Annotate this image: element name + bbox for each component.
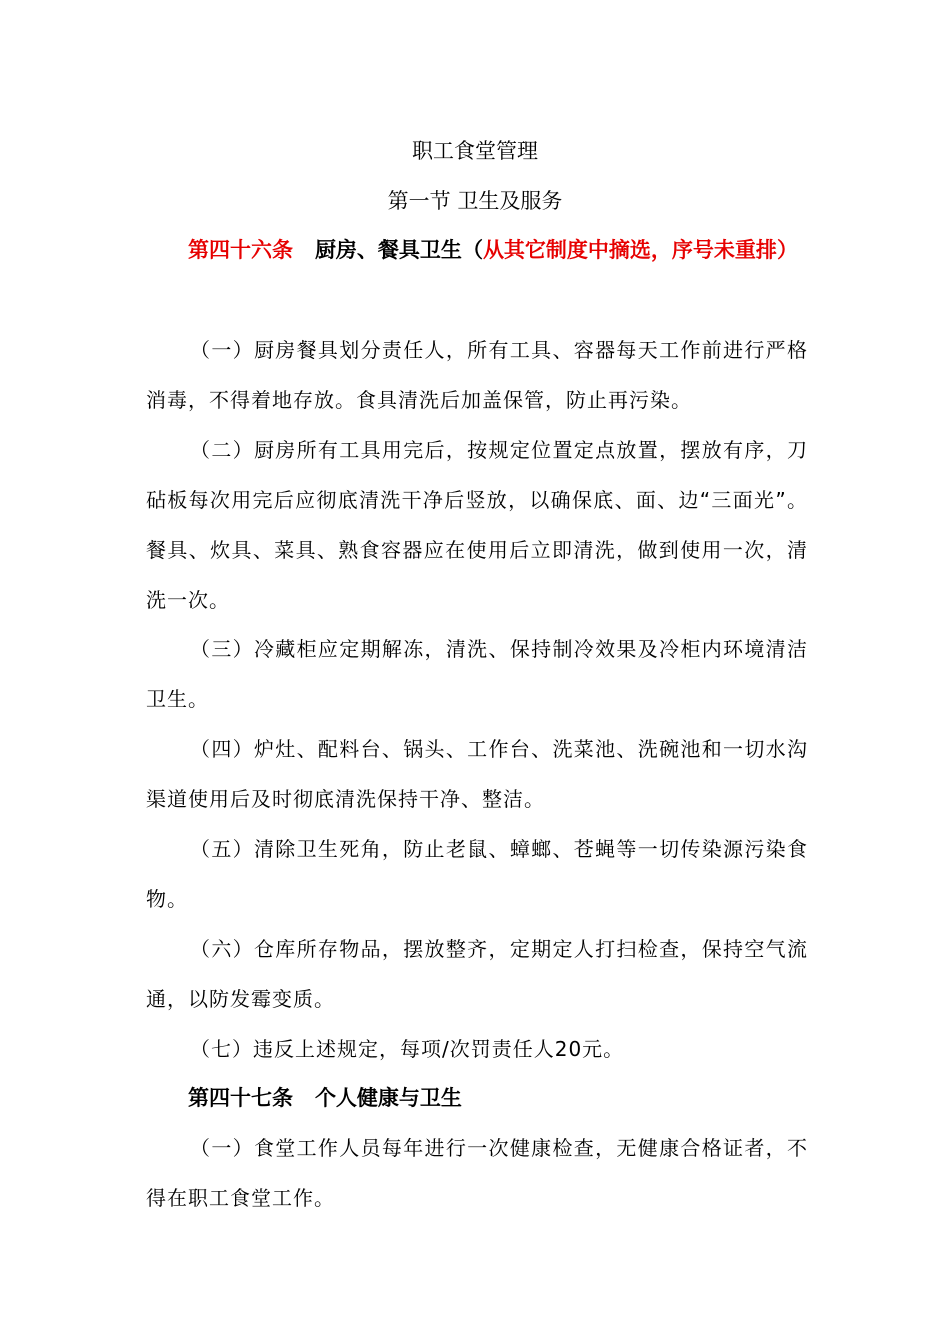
- article-47-number: 第四十七条: [188, 1086, 293, 1110]
- article-47-item-1: （一）食堂工作人员每年进行一次健康检查，无健康合格证者，不得在职工食堂工作。: [146, 1136, 808, 1210]
- article-47-title: 个人健康与卫生: [314, 1086, 462, 1110]
- article-46-number: 第四十六条: [188, 238, 293, 262]
- article-46-item-5: （五）清除卫生死角，防止老鼠、蟑螂、苍蝇等一切传染源污染食物。: [146, 837, 808, 911]
- article-46-note-close: ）: [776, 238, 798, 262]
- article-46-title: 厨房、餐具卫生: [314, 238, 462, 262]
- article-46-heading: [146, 225, 808, 275]
- article-46-item-1: （一）厨房餐具划分责任人，所有工具、容器每天工作前进行严格消毒，不得着地存放。食具清洗后加盖保管，防止再污染。: [146, 338, 808, 412]
- article-46-item-4: （四）炉灶、配料台、锅头、工作台、洗菜池、洗碗池和一切水沟渠道使用后及时彻底清洗保持干净、整洁。: [146, 737, 808, 811]
- article-47-heading: [146, 1073, 808, 1123]
- article-46-item-2: （二）厨房所有工具用完后，按规定位置定点放置，摆放有序，刀砧板每次用完后应彻底清洗干净后竖放，以确保底、面、边“三面光”。餐具、炊具、菜具、熟食容器应在使用后立即清洗，做到使用一次，清洗一次。: [146, 438, 808, 612]
- article-46-note: 从其它制度中摘选，序号未重排: [482, 238, 777, 262]
- article-46-item-6: （六）仓库所存物品，摆放整齐，定期定人打扫检查，保持空气流通，以防发霉变质。: [146, 937, 808, 1011]
- article-46-item-7: （七）违反上述规定，每项/次罚责任人20元。: [190, 1037, 625, 1061]
- article-46-note-open: （: [461, 238, 483, 262]
- section-title: 第一节 卫生及服务: [387, 189, 563, 213]
- document-title: 职工食堂管理: [412, 139, 538, 163]
- article-46-item-3: （三）冷藏柜应定期解冻，清洗、保持制冷效果及冷柜内环境清洁卫生。: [146, 637, 808, 711]
